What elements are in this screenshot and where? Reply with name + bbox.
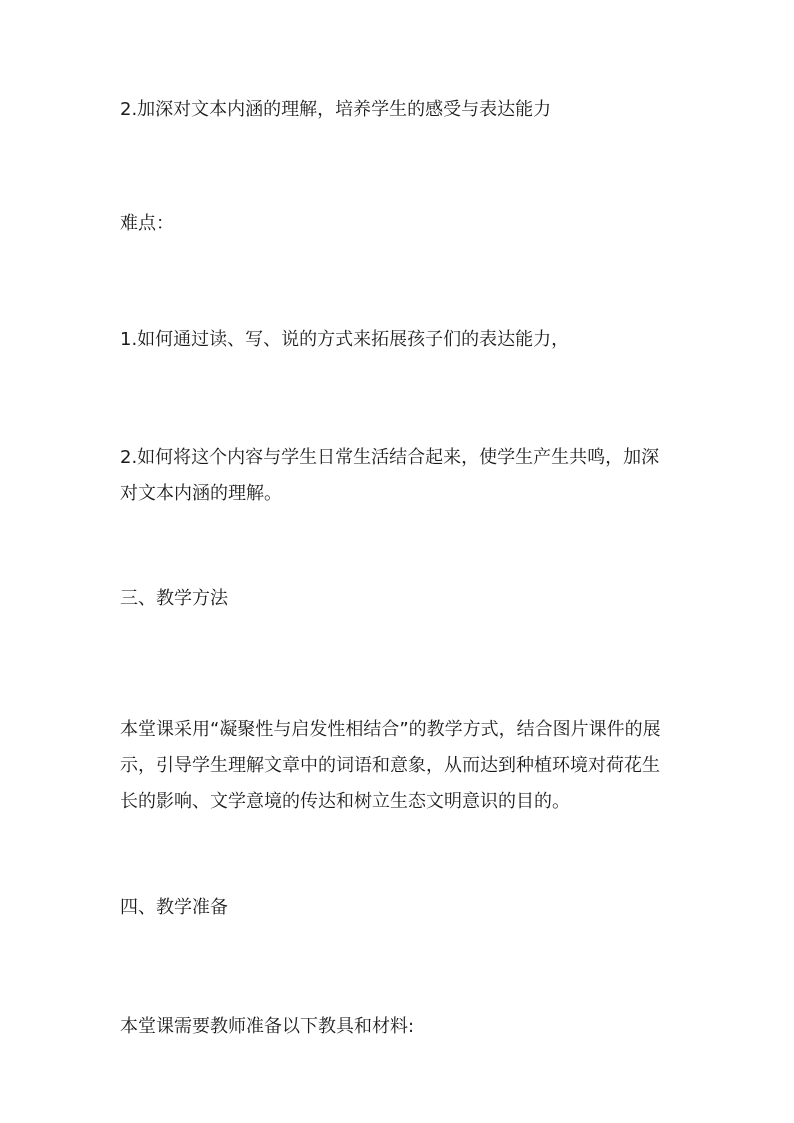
section-3-body: 本堂课采用“凝聚性与启发性相结合”的教学方式，结合图片课件的展示，引导学生理解文章中的词语和意象，从而达到种植环境对荷花生长的影响、文学意境的传达和树立生态文明意识的目的。 — [120, 719, 661, 812]
section-4-heading: 四、教学准备 — [120, 897, 228, 918]
section-3-heading: 三、教学方法 — [120, 588, 228, 609]
difficulty-item-1: 1.如何通过读、写、说的方式来拓展孩子们的表达能力， — [120, 329, 570, 350]
difficulty-item-2: 2.如何将这个内容与学生日常生活结合起来，使学生产生共鸣，加深对文本内涵的理解。 — [120, 447, 660, 504]
difficulty-heading: 难点： — [120, 213, 174, 234]
section-4-body: 本堂课需要教师准备以下教具和材料: — [120, 1016, 415, 1037]
key-point-2: 2.加深对文本内涵的理解，培养学生的感受与表达能力 — [120, 99, 552, 120]
